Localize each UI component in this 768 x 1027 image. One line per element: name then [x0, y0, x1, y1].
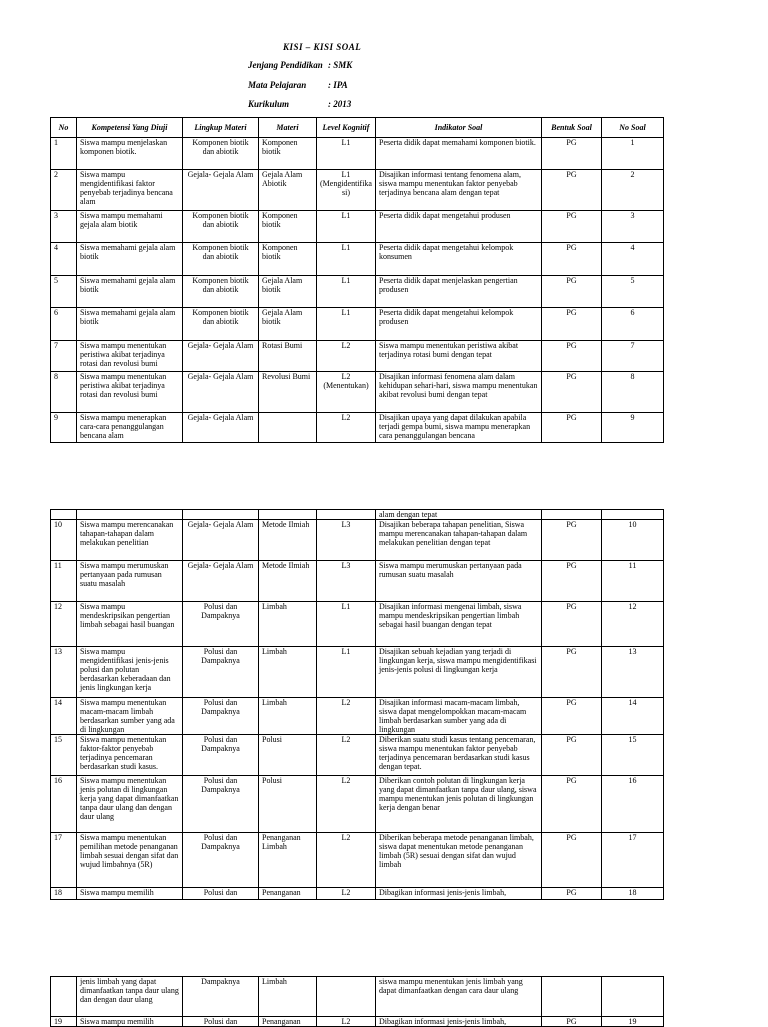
indikator-cell: Dibagikan informasi jenis-jenis limbah, — [376, 1017, 542, 1027]
indikator-cell: alam dengan tepat — [376, 510, 542, 520]
table-row — [51, 561, 664, 602]
no-soal-cell: 7 — [602, 341, 664, 372]
document-title: KISI – KISI SOAL — [283, 42, 362, 52]
lingkup-cell: Gejala- Gejala Alam — [183, 341, 259, 372]
table-row — [51, 520, 664, 561]
level-cell: L2 — [317, 413, 376, 443]
kompetensi-cell: Siswa mampu memilih — [77, 888, 183, 900]
lingkup-cell: Gejala- Gejala Alam — [183, 372, 259, 413]
lingkup-cell: Polusi dan Dampaknya — [183, 735, 259, 776]
no-soal-cell: 3 — [602, 211, 664, 243]
kompetensi-cell: jenis limbah yang dapat dimanfaatkan tanpa daur ulang dan dengan daur ulang — [77, 977, 183, 1017]
indikator-cell: Disajikan beberapa tahapan penelitian, Siswa mampu merencanakan tahapan-tahapan dalam melakukan penelitian dengan tepat — [376, 520, 542, 561]
no-cell: 2 — [51, 170, 77, 211]
col-header-indikator: Indikator Soal — [376, 118, 542, 138]
lingkup-cell: Komponen biotik dan abiotik — [183, 308, 259, 341]
bentuk-cell: PG — [542, 520, 602, 561]
indikator-cell: siswa mampu menentukan jenis limbah yang dapat dimanfaatkan dengan cara daur ulang — [376, 977, 542, 1017]
indikator-cell: Peserta didik dapat mengetahui produsen — [376, 211, 542, 243]
table-row — [51, 602, 664, 647]
level-cell: L1 — [317, 243, 376, 276]
materi-cell: Limbah — [259, 602, 317, 647]
kompetensi-cell: Siswa mampu menentukan peristiwa akibat terjadinya rotasi dan revolusi bumi — [77, 341, 183, 372]
materi-cell: Metode Ilmiah — [259, 520, 317, 561]
table-row — [51, 1017, 664, 1027]
table-row — [51, 276, 664, 308]
materi-cell: Limbah — [259, 698, 317, 735]
bentuk-cell: PG — [542, 888, 602, 900]
materi-cell: Revolusi Bumi — [259, 372, 317, 413]
no-soal-cell: 16 — [602, 776, 664, 833]
table-row — [51, 776, 664, 833]
no-soal-cell: 19 — [602, 1017, 664, 1027]
level-cell: L2 (Menentukan) — [317, 372, 376, 413]
level-cell: L2 — [317, 698, 376, 735]
materi-cell: Penanganan Limbah — [259, 833, 317, 888]
bentuk-cell: PG — [542, 413, 602, 443]
lingkup-cell: Polusi dan Dampaknya — [183, 698, 259, 735]
bentuk-cell: PG — [542, 833, 602, 888]
header-field-kurikulum: Kurikulum : 2013 — [248, 99, 352, 109]
bentuk-cell — [542, 977, 602, 1017]
table-row — [51, 170, 664, 211]
level-cell: L1 — [317, 308, 376, 341]
level-cell: L2 — [317, 1017, 376, 1027]
col-header-lingkup: Lingkup Materi — [183, 118, 259, 138]
no-soal-cell: 17 — [602, 833, 664, 888]
no-cell: 14 — [51, 698, 77, 735]
materi-cell: Gejala Alam biotik — [259, 308, 317, 341]
no-cell: 17 — [51, 833, 77, 888]
lingkup-cell: Polusi dan — [183, 1017, 259, 1027]
materi-cell: Polusi — [259, 776, 317, 833]
kisi-table-page-2 — [50, 509, 664, 900]
materi-cell: Limbah — [259, 977, 317, 1017]
no-cell: 4 — [51, 243, 77, 276]
bentuk-cell: PG — [542, 276, 602, 308]
lingkup-cell: Komponen biotik dan abiotik — [183, 243, 259, 276]
lingkup-cell: Polusi dan Dampaknya — [183, 647, 259, 698]
no-cell: 3 — [51, 211, 77, 243]
indikator-cell: Disajikan upaya yang dapat dilakukan apabila terjadi gempa bumi, siswa mampu menerapkan cara penanggulangan bencana — [376, 413, 542, 443]
materi-cell: Metode Ilmiah — [259, 561, 317, 602]
lingkup-cell: Gejala- Gejala Alam — [183, 520, 259, 561]
kompetensi-cell: Siswa mampu mengidentifikasi jenis-jenis polusi dan polutan berdasarkan keberadaan dan jenis lingkungan kerja — [77, 647, 183, 698]
no-soal-cell: 6 — [602, 308, 664, 341]
indikator-cell: Siswa mampu menentukan peristiwa akibat terjadinya rotasi bumi dengan tepat — [376, 341, 542, 372]
level-cell: L1 — [317, 602, 376, 647]
kompetensi-cell: Siswa mampu menentukan jenis polutan di lingkungan kerja yang dapat dimanfaatkan tanpa daur ulang dan dengan daur ulang — [77, 776, 183, 833]
materi-cell: Penanganan — [259, 1017, 317, 1027]
bentuk-cell: PG — [542, 211, 602, 243]
bentuk-cell: PG — [542, 647, 602, 698]
kompetensi-cell: Siswa mampu memilih — [77, 1017, 183, 1027]
kompetensi-cell: Siswa mampu memahami gejala alam biotik — [77, 211, 183, 243]
table-row — [51, 977, 664, 1017]
no-cell — [51, 977, 77, 1017]
indikator-cell: Disajikan informasi tentang fenomena alam, siswa mampu menentukan faktor penyebab terjadinya bencana alam dengan tepat — [376, 170, 542, 211]
col-header-level: Level Kognitif — [317, 118, 376, 138]
indikator-cell: Peserta didik dapat mengetahui kelompok produsen — [376, 308, 542, 341]
kompetensi-cell: Siswa mampu menentukan macam-macam limbah berdasarkan sumber yang ada di lingkungan — [77, 698, 183, 735]
materi-cell: Limbah — [259, 647, 317, 698]
col-header-no-soal: No Soal — [602, 118, 664, 138]
indikator-cell: Disajikan informasi macam-macam limbah, siswa dapat mengelompokkan macam-macam limbah berdasarkan sumber yang ada di lingkungan — [376, 698, 542, 735]
indikator-cell: Dibagikan informasi jenis-jenis limbah, — [376, 888, 542, 900]
table-row — [51, 341, 664, 372]
table-row — [51, 698, 664, 735]
table-row — [51, 888, 664, 900]
no-cell: 19 — [51, 1017, 77, 1027]
materi-cell: Gejala Alam biotik — [259, 276, 317, 308]
lingkup-cell: Komponen biotik dan abiotik — [183, 276, 259, 308]
no-soal-cell: 1 — [602, 138, 664, 170]
bentuk-cell: PG — [542, 138, 602, 170]
materi-cell: Polusi — [259, 735, 317, 776]
kompetensi-cell: Siswa mampu merumuskan pertanyaan pada rumusan suatu masalah — [77, 561, 183, 602]
no-cell: 18 — [51, 888, 77, 900]
indikator-cell: Diberikan suatu studi kasus tentang pencemaran, siswa mampu menentukan faktor penyebab terjadinya pencemaran berdasarkan studi kasus dengan tepat. — [376, 735, 542, 776]
table-row — [51, 735, 664, 776]
no-soal-cell: 13 — [602, 647, 664, 698]
table-row — [51, 413, 664, 443]
no-cell: 13 — [51, 647, 77, 698]
level-cell: L1 — [317, 211, 376, 243]
no-cell: 1 — [51, 138, 77, 170]
no-soal-cell: 10 — [602, 520, 664, 561]
lingkup-cell: Komponen biotik dan abiotik — [183, 138, 259, 170]
materi-cell: Penanganan — [259, 888, 317, 900]
kompetensi-cell: Siswa mampu menentukan faktor-faktor penyebab terjadinya pencemaran berdasarkan studi kasus. — [77, 735, 183, 776]
lingkup-cell: Gejala- Gejala Alam — [183, 170, 259, 211]
bentuk-cell: PG — [542, 243, 602, 276]
indikator-cell: Peserta didik dapat memahami komponen biotik. — [376, 138, 542, 170]
col-header-no: No — [51, 118, 77, 138]
table-row — [51, 372, 664, 413]
bentuk-cell: PG — [542, 341, 602, 372]
lingkup-cell: Gejala- Gejala Alam — [183, 561, 259, 602]
lingkup-cell: Polusi dan Dampaknya — [183, 602, 259, 647]
kompetensi-cell: Siswa mampu menentukan peristiwa akibat terjadinya rotasi dan revolusi bumi — [77, 372, 183, 413]
level-cell: L2 — [317, 341, 376, 372]
bentuk-cell: PG — [542, 372, 602, 413]
table-row — [51, 308, 664, 341]
kompetensi-cell: Siswa memahami gejala alam biotik — [77, 276, 183, 308]
col-header-kompetensi: Kompetensi Yang Diuji — [77, 118, 183, 138]
level-cell: L1 — [317, 647, 376, 698]
indikator-cell: Diberikan contoh polutan di lingkungan kerja yang dapat dimanfaatkan tanpa daur ulang, siswa mampu menentukan jenis polutan di lingkungan kerja dengan benar — [376, 776, 542, 833]
kompetensi-cell: Siswa mampu merencanakan tahapan-tahapan dalam melakukan penelitian — [77, 520, 183, 561]
kisi-table-page-1 — [50, 117, 664, 443]
no-cell: 5 — [51, 276, 77, 308]
lingkup-cell: Dampaknya — [183, 977, 259, 1017]
kompetensi-cell: Siswa memahami gejala alam biotik — [77, 243, 183, 276]
col-header-bentuk: Bentuk Soal — [542, 118, 602, 138]
kompetensi-cell: Siswa mampu menentukan pemilihan metode penanganan limbah sesuai dengan sifat dan wujud limbahnya (5R) — [77, 833, 183, 888]
lingkup-cell: Komponen biotik dan abiotik — [183, 211, 259, 243]
no-cell: 11 — [51, 561, 77, 602]
kompetensi-cell: Siswa mampu menjelaskan komponen biotik. — [77, 138, 183, 170]
no-soal-cell: 5 — [602, 276, 664, 308]
no-cell: 6 — [51, 308, 77, 341]
table-row-continuation — [51, 510, 664, 520]
lingkup-cell: Polusi dan — [183, 888, 259, 900]
no-cell: 16 — [51, 776, 77, 833]
no-cell: 10 — [51, 520, 77, 561]
no-soal-cell: 4 — [602, 243, 664, 276]
no-soal-cell: 2 — [602, 170, 664, 211]
level-cell: L2 — [317, 735, 376, 776]
indikator-cell: Peserta didik dapat mengetahui kelompok konsumen — [376, 243, 542, 276]
kisi-table-page-3 — [50, 976, 664, 1027]
materi-cell — [259, 413, 317, 443]
no-soal-cell: 9 — [602, 413, 664, 443]
bentuk-cell: PG — [542, 735, 602, 776]
level-cell: L1 (Mengidentifikasi) — [317, 170, 376, 211]
kompetensi-cell: Siswa mampu mengidentifikasi faktor penyebab terjadinya bencana alam — [77, 170, 183, 211]
indikator-cell: Diberikan beberapa metode penanganan limbah, siswa dapat menentukan metode penanganan limbah (5R) sesuai dengan sifat dan wujud limbah — [376, 833, 542, 888]
level-cell — [317, 977, 376, 1017]
materi-cell: Komponen biotik — [259, 138, 317, 170]
level-cell: L3 — [317, 520, 376, 561]
level-cell: L1 — [317, 138, 376, 170]
bentuk-cell: PG — [542, 776, 602, 833]
indikator-cell: Siswa mampu merumuskan pertanyaan pada rumusan suatu masalah — [376, 561, 542, 602]
table-row — [51, 211, 664, 243]
indikator-cell: Peserta didik dapat menjelaskan pengertian produsen — [376, 276, 542, 308]
no-soal-cell — [602, 977, 664, 1017]
no-cell: 9 — [51, 413, 77, 443]
kompetensi-cell: Siswa mampu menerapkan cara-cara penanggulangan bencana alam — [77, 413, 183, 443]
no-cell: 7 — [51, 341, 77, 372]
lingkup-cell: Polusi dan Dampaknya — [183, 776, 259, 833]
level-cell: L2 — [317, 888, 376, 900]
materi-cell: Komponen biotik — [259, 211, 317, 243]
materi-cell: Gejala Alam Abiotik — [259, 170, 317, 211]
bentuk-cell: PG — [542, 561, 602, 602]
no-cell: 12 — [51, 602, 77, 647]
level-cell: L2 — [317, 833, 376, 888]
bentuk-cell: PG — [542, 308, 602, 341]
no-cell: 8 — [51, 372, 77, 413]
materi-cell: Rotasi Bumi — [259, 341, 317, 372]
level-cell: L2 — [317, 776, 376, 833]
table-row — [51, 243, 664, 276]
table-row — [51, 138, 664, 170]
indikator-cell: Disajikan informasi mengenai limbah, siswa mampu mendeskripsikan pengertian limbah sebagai hasil buangan dengan tepat — [376, 602, 542, 647]
no-soal-cell: 12 — [602, 602, 664, 647]
indikator-cell: Disajikan sebuah kejadian yang terjadi di lingkungan kerja, siswa mampu mengidentifikasi jenis-jenis polusi di lingkungan kerja — [376, 647, 542, 698]
kompetensi-cell: Siswa mampu mendeskripsikan pengertian limbah sebagai hasil buangan — [77, 602, 183, 647]
header-field-mapel: Mata Pelajaran : IPA — [248, 80, 348, 90]
no-soal-cell: 8 — [602, 372, 664, 413]
no-soal-cell: 15 — [602, 735, 664, 776]
no-soal-cell: 18 — [602, 888, 664, 900]
table-header-row — [51, 118, 664, 138]
bentuk-cell: PG — [542, 602, 602, 647]
indikator-cell: Disajikan informasi fenomena alam dalam kehidupan sehari-hari, siswa mampu menentukan akibat revolusi bumi dengan tepat — [376, 372, 542, 413]
level-cell: L1 — [317, 276, 376, 308]
header-field-jenjang: Jenjang Pendidikan : SMK — [248, 60, 353, 70]
kompetensi-cell: Siswa memahami gejala alam biotik — [77, 308, 183, 341]
bentuk-cell: PG — [542, 698, 602, 735]
bentuk-cell: PG — [542, 1017, 602, 1027]
bentuk-cell: PG — [542, 170, 602, 211]
no-cell: 15 — [51, 735, 77, 776]
lingkup-cell: Polusi dan Dampaknya — [183, 833, 259, 888]
materi-cell: Komponen biotik — [259, 243, 317, 276]
level-cell: L3 — [317, 561, 376, 602]
table-row — [51, 833, 664, 888]
no-soal-cell: 11 — [602, 561, 664, 602]
lingkup-cell: Gejala- Gejala Alam — [183, 413, 259, 443]
no-soal-cell: 14 — [602, 698, 664, 735]
table-row — [51, 647, 664, 698]
col-header-materi: Materi — [259, 118, 317, 138]
